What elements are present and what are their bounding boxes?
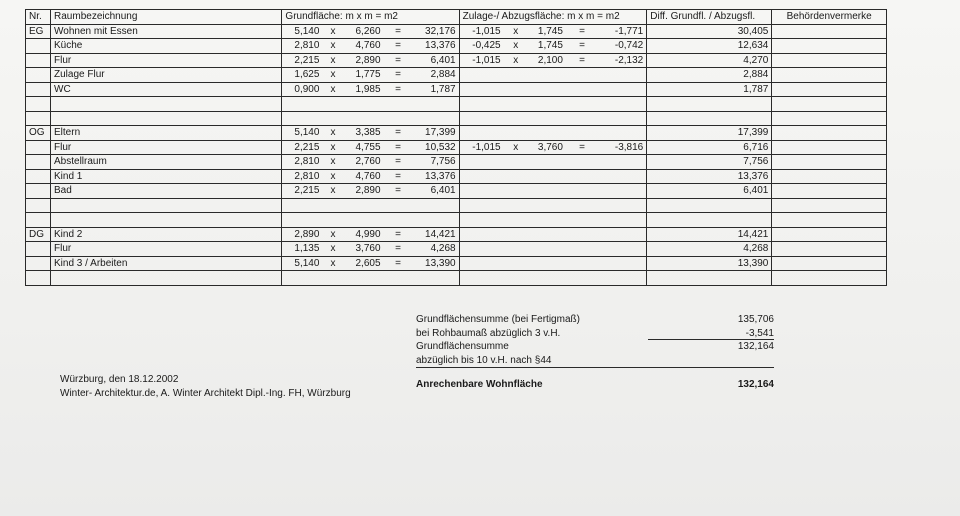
cell-difference <box>647 198 772 213</box>
deduction-result: -0,742 <box>614 40 644 52</box>
area-result: 7,756 <box>430 156 456 168</box>
cell-room-name: WC <box>51 82 282 97</box>
table-row <box>26 82 887 97</box>
cell-floor-level <box>26 242 51 257</box>
length-value: 2,215 <box>294 185 320 197</box>
area-result: 13,376 <box>425 170 456 182</box>
width-value: 4,755 <box>355 141 381 153</box>
summary-row-shell-deduction <box>416 327 774 341</box>
length-value: -1,015 <box>472 54 501 66</box>
cell-floor-level <box>26 39 51 54</box>
cell-floor-level <box>26 68 51 83</box>
area-result: 2,884 <box>430 69 456 81</box>
equals-sign: = <box>579 141 586 153</box>
document-footer <box>60 373 351 400</box>
cell-floor-level <box>26 256 51 271</box>
cell-floor-area-calc <box>282 271 459 286</box>
times-sign: x <box>330 156 336 168</box>
length-value: -0,425 <box>472 40 501 52</box>
cell-authority-notes <box>772 24 887 39</box>
cell-room-name <box>51 271 282 286</box>
width-value: 3,760 <box>355 243 381 255</box>
area-result: 6,401 <box>430 185 456 197</box>
equals-sign: = <box>395 54 401 66</box>
floor-area-formula <box>285 257 455 270</box>
length-value: -1,015 <box>472 25 501 37</box>
length-value: -1,015 <box>472 141 501 153</box>
cell-difference: 7,756 <box>647 155 772 170</box>
cell-floor-area-calc <box>282 155 459 170</box>
table-row <box>26 53 887 68</box>
width-value: 3,385 <box>355 127 381 139</box>
cell-addition-deduction-calc <box>459 39 647 54</box>
header-difference: Diff. Grundfl. / Abzugsfl. <box>647 10 772 25</box>
area-result: 32,176 <box>425 25 456 37</box>
equals-sign: = <box>395 40 401 52</box>
times-sign: x <box>513 54 519 66</box>
cell-addition-deduction-calc <box>459 169 647 184</box>
cell-authority-notes <box>772 53 887 68</box>
cell-floor-area-calc <box>282 256 459 271</box>
cell-difference: 6,716 <box>647 140 772 155</box>
floor-area-formula <box>285 83 455 96</box>
cell-room-name: Küche <box>51 39 282 54</box>
cell-floor-level <box>26 198 51 213</box>
cell-authority-notes <box>772 184 887 199</box>
length-value: 1,135 <box>294 243 320 255</box>
times-sign: x <box>330 69 336 81</box>
cell-floor-level: EG <box>26 24 51 39</box>
cell-authority-notes <box>772 271 887 286</box>
equals-sign: = <box>579 25 586 37</box>
equals-sign: = <box>395 127 401 139</box>
length-value: 5,140 <box>294 257 320 269</box>
header-addition-deduction: Zulage-/ Abzugsfläche: m x m = m2 <box>459 10 647 25</box>
header-nr: Nr. <box>26 10 51 25</box>
cell-difference: 4,268 <box>647 242 772 257</box>
length-value: 5,140 <box>294 127 320 139</box>
cell-floor-area-calc <box>282 53 459 68</box>
times-sign: x <box>330 185 336 197</box>
times-sign: x <box>330 127 336 139</box>
cell-authority-notes <box>772 169 887 184</box>
cell-addition-deduction-calc <box>459 155 647 170</box>
table-row <box>26 126 887 141</box>
cell-addition-deduction-calc <box>459 227 647 242</box>
width-value: 1,775 <box>355 69 381 81</box>
area-calculation-table <box>25 9 887 286</box>
cell-addition-deduction-calc <box>459 53 647 68</box>
cell-floor-level <box>26 140 51 155</box>
cell-floor-area-calc <box>282 140 459 155</box>
times-sign: x <box>330 25 336 37</box>
table-row <box>26 39 887 54</box>
width-value: 2,760 <box>355 156 381 168</box>
floor-area-formula <box>285 141 455 154</box>
cell-floor-area-calc <box>282 97 459 112</box>
cell-authority-notes <box>772 97 887 112</box>
equals-sign: = <box>395 228 401 240</box>
length-value: 1,625 <box>294 69 320 81</box>
floor-area-formula <box>285 68 455 81</box>
width-value: 1,745 <box>537 40 563 52</box>
cell-difference <box>647 111 772 126</box>
cell-authority-notes <box>772 126 887 141</box>
cell-floor-level <box>26 271 51 286</box>
cell-authority-notes <box>772 82 887 97</box>
summary-label: bei Rohbaumaß abzüglich 3 v.H. <box>416 327 561 339</box>
cell-authority-notes <box>772 111 887 126</box>
cell-floor-area-calc <box>282 242 459 257</box>
cell-room-name <box>51 111 282 126</box>
width-value: 1,745 <box>537 25 563 37</box>
summary-label: Grundflächensumme (bei Fertigmaß) <box>416 314 580 325</box>
equals-sign: = <box>579 40 586 52</box>
length-value: 0,900 <box>294 83 320 95</box>
cell-floor-area-calc <box>282 227 459 242</box>
cell-addition-deduction-calc <box>459 271 647 286</box>
cell-floor-level <box>26 53 51 68</box>
cell-authority-notes <box>772 227 887 242</box>
cell-difference <box>647 213 772 228</box>
cell-difference: 1,787 <box>647 82 772 97</box>
times-sign: x <box>330 54 336 66</box>
cell-floor-area-calc <box>282 213 459 228</box>
cell-difference: 13,376 <box>647 169 772 184</box>
floor-area-formula <box>285 228 455 241</box>
cell-difference <box>647 271 772 286</box>
times-sign: x <box>330 40 336 52</box>
table-row <box>26 184 887 199</box>
floor-area-formula <box>285 170 455 183</box>
cell-floor-level: OG <box>26 126 51 141</box>
area-result: 13,376 <box>425 40 456 52</box>
table-header-row <box>26 10 887 25</box>
cell-room-name: Zulage Flur <box>51 68 282 83</box>
cell-addition-deduction-calc <box>459 198 647 213</box>
equals-sign: = <box>579 54 586 66</box>
equals-sign: = <box>395 69 401 81</box>
times-sign: x <box>330 83 336 95</box>
summary-label: Grundflächensumme <box>416 341 509 352</box>
summary-row-sum-finished <box>416 313 774 327</box>
cell-authority-notes <box>772 213 887 228</box>
times-sign: x <box>513 141 519 153</box>
floor-area-formula <box>285 126 455 139</box>
times-sign: x <box>513 40 519 52</box>
header-floor-area: Grundfläche: m x m = m2 <box>282 10 459 25</box>
table-row <box>26 213 887 228</box>
floor-area-formula <box>285 54 455 67</box>
cell-room-name <box>51 97 282 112</box>
cell-addition-deduction-calc <box>459 24 647 39</box>
times-sign: x <box>330 228 336 240</box>
cell-difference: 4,270 <box>647 53 772 68</box>
width-value: 4,760 <box>355 40 381 52</box>
equals-sign: = <box>395 243 401 255</box>
table-row <box>26 24 887 39</box>
total-label: Anrechenbare Wohnfläche <box>416 379 543 390</box>
floor-area-formula <box>285 155 455 168</box>
area-result: 14,421 <box>425 228 456 240</box>
cell-addition-deduction-calc <box>459 140 647 155</box>
summary-row-deduction-44 <box>416 354 774 369</box>
length-value: 2,810 <box>294 170 320 182</box>
cell-room-name: Flur <box>51 140 282 155</box>
times-sign: x <box>330 243 336 255</box>
cell-floor-area-calc <box>282 111 459 126</box>
cell-floor-level: DG <box>26 227 51 242</box>
equals-sign: = <box>395 83 401 95</box>
table-row <box>26 256 887 271</box>
area-result: 6,401 <box>430 54 456 66</box>
deduction-formula <box>463 39 644 52</box>
cell-floor-area-calc <box>282 24 459 39</box>
cell-authority-notes <box>772 198 887 213</box>
deduction-result: -1,771 <box>614 25 644 37</box>
deduction-result: -2,132 <box>614 54 644 66</box>
width-value: 3,760 <box>537 141 563 153</box>
area-result: 1,787 <box>430 83 456 95</box>
cell-room-name: Kind 1 <box>51 169 282 184</box>
cell-floor-area-calc <box>282 39 459 54</box>
cell-floor-level <box>26 213 51 228</box>
cell-difference: 6,401 <box>647 184 772 199</box>
summary-value: 132,164 <box>737 341 774 352</box>
cell-floor-area-calc <box>282 198 459 213</box>
width-value: 6,260 <box>355 25 381 37</box>
deduction-formula <box>463 25 644 38</box>
floor-area-formula <box>285 39 455 52</box>
header-authority-notes: Behördenvermerke <box>772 10 887 25</box>
deduction-formula <box>463 54 644 67</box>
cell-floor-level <box>26 111 51 126</box>
floor-area-formula <box>285 242 455 255</box>
cell-addition-deduction-calc <box>459 242 647 257</box>
summary-value: -3,541 <box>745 327 774 339</box>
cell-difference <box>647 97 772 112</box>
area-result: 4,268 <box>430 243 456 255</box>
width-value: 2,605 <box>355 257 381 269</box>
table-row <box>26 68 887 83</box>
deduction-formula <box>463 141 644 154</box>
table-row <box>26 97 887 112</box>
cell-difference: 17,399 <box>647 126 772 141</box>
equals-sign: = <box>395 25 401 37</box>
area-result: 17,399 <box>425 127 456 139</box>
equals-sign: = <box>395 257 401 269</box>
cell-room-name <box>51 213 282 228</box>
times-sign: x <box>330 257 336 269</box>
summary-label: abzüglich bis 10 v.H. nach §44 <box>416 354 552 366</box>
cell-difference: 2,884 <box>647 68 772 83</box>
width-value: 2,890 <box>355 54 381 66</box>
cell-addition-deduction-calc <box>459 126 647 141</box>
cell-floor-level <box>26 169 51 184</box>
width-value: 2,100 <box>537 54 563 66</box>
cell-addition-deduction-calc <box>459 213 647 228</box>
deduction-result: -3,816 <box>614 141 644 153</box>
width-value: 2,890 <box>355 185 381 197</box>
cell-difference: 14,421 <box>647 227 772 242</box>
equals-sign: = <box>395 170 401 182</box>
cell-difference: 12,634 <box>647 39 772 54</box>
cell-authority-notes <box>772 256 887 271</box>
width-value: 1,985 <box>355 83 381 95</box>
area-result: 10,532 <box>425 141 456 153</box>
place-date: Würzburg, den 18.12.2002 <box>60 374 179 385</box>
cell-authority-notes <box>772 242 887 257</box>
cell-floor-area-calc <box>282 68 459 83</box>
cell-addition-deduction-calc <box>459 256 647 271</box>
cell-authority-notes <box>772 39 887 54</box>
cell-authority-notes <box>772 68 887 83</box>
cell-floor-area-calc <box>282 184 459 199</box>
table-row <box>26 155 887 170</box>
cell-floor-area-calc <box>282 82 459 97</box>
table-row <box>26 242 887 257</box>
length-value: 2,890 <box>294 228 320 240</box>
cell-addition-deduction-calc <box>459 184 647 199</box>
floor-area-formula <box>285 25 455 38</box>
cell-addition-deduction-calc <box>459 97 647 112</box>
cell-room-name <box>51 198 282 213</box>
cell-difference: 13,390 <box>647 256 772 271</box>
cell-difference: 30,405 <box>647 24 772 39</box>
floor-area-formula <box>285 184 455 197</box>
table-row <box>26 198 887 213</box>
length-value: 2,810 <box>294 156 320 168</box>
cell-room-name: Flur <box>51 242 282 257</box>
cell-addition-deduction-calc <box>459 68 647 83</box>
table-row <box>26 169 887 184</box>
cell-floor-level <box>26 184 51 199</box>
architect-info: Winter- Architektur.de, A. Winter Architekt Dipl.-Ing. FH, Würzburg <box>60 387 351 399</box>
cell-authority-notes <box>772 155 887 170</box>
times-sign: x <box>330 141 336 153</box>
area-result: 13,390 <box>425 257 456 269</box>
width-value: 4,760 <box>355 170 381 182</box>
times-sign: x <box>513 25 519 37</box>
times-sign: x <box>330 170 336 182</box>
cell-authority-notes <box>772 140 887 155</box>
cell-room-name: Kind 2 <box>51 227 282 242</box>
length-value: 5,140 <box>294 25 320 37</box>
header-room-name: Raumbezeichnung <box>51 10 282 25</box>
cell-floor-level <box>26 97 51 112</box>
width-value: 4,990 <box>355 228 381 240</box>
cell-floor-area-calc <box>282 169 459 184</box>
cell-room-name: Kind 3 / Arbeiten <box>51 256 282 271</box>
length-value: 2,215 <box>294 54 320 66</box>
cell-room-name: Flur <box>51 53 282 68</box>
length-value: 2,810 <box>294 40 320 52</box>
cell-room-name: Wohnen mit Essen <box>51 24 282 39</box>
equals-sign: = <box>395 185 401 197</box>
cell-addition-deduction-calc <box>459 82 647 97</box>
area-summary <box>416 313 774 392</box>
length-value: 2,215 <box>294 141 320 153</box>
cell-floor-level <box>26 155 51 170</box>
summary-row-sum <box>416 340 774 354</box>
cell-addition-deduction-calc <box>459 111 647 126</box>
table-row <box>26 271 887 286</box>
equals-sign: = <box>395 141 401 153</box>
summary-row-total <box>416 378 774 392</box>
table-row <box>26 140 887 155</box>
cell-room-name: Eltern <box>51 126 282 141</box>
cell-room-name: Bad <box>51 184 282 199</box>
table-row <box>26 227 887 242</box>
equals-sign: = <box>395 156 401 168</box>
cell-room-name: Abstellraum <box>51 155 282 170</box>
total-value: 132,164 <box>737 379 774 390</box>
cell-floor-level <box>26 82 51 97</box>
cell-floor-area-calc <box>282 126 459 141</box>
summary-value: 135,706 <box>737 314 774 325</box>
table-row <box>26 111 887 126</box>
